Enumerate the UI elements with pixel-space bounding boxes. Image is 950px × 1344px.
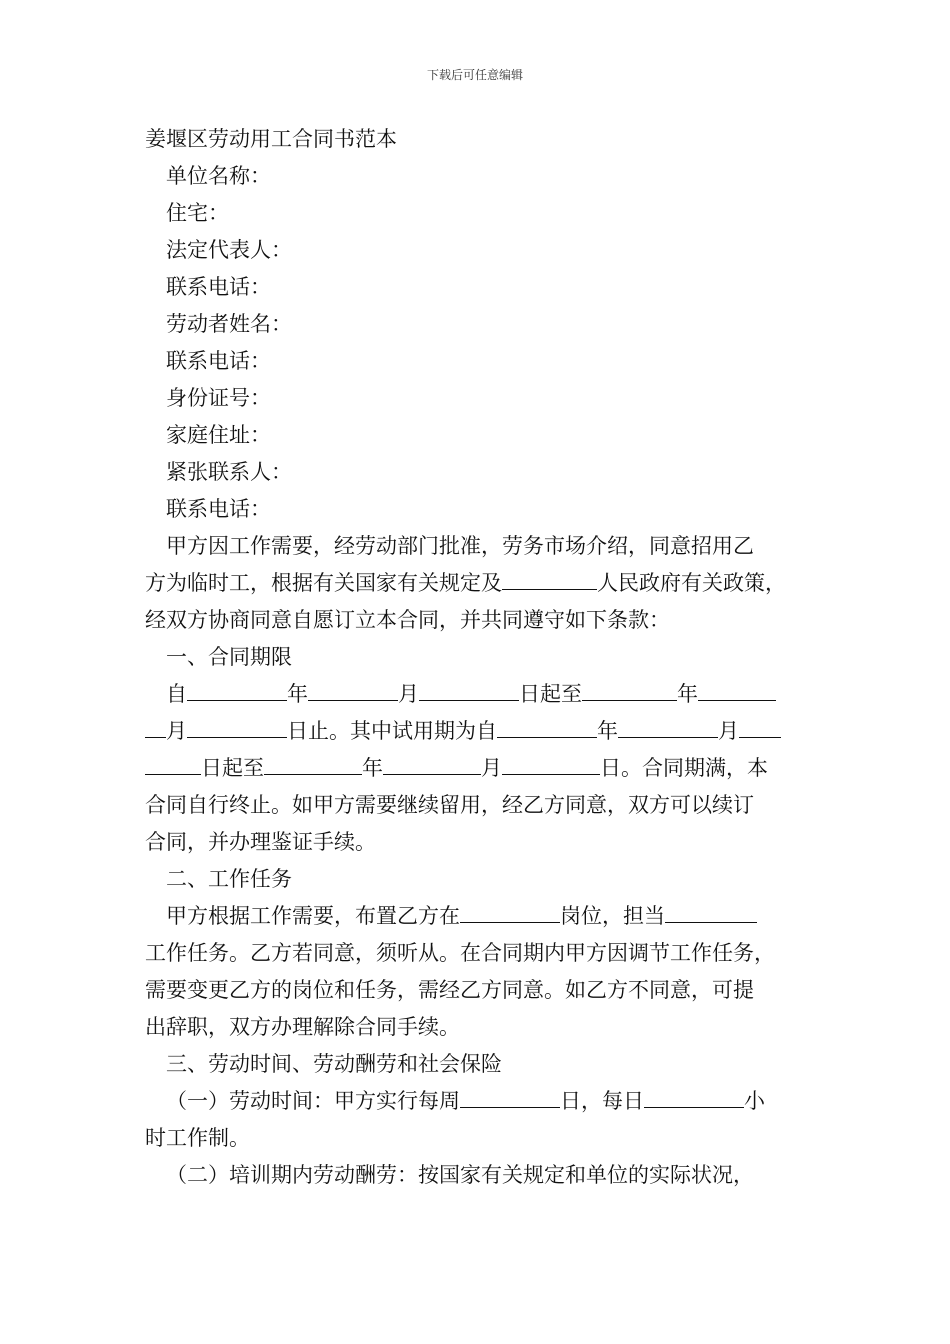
blank-start-month[interactable] (308, 676, 398, 701)
field-legal-representative: 法定代表人： (166, 238, 292, 262)
header-note: 下载后可任意编辑 (426, 68, 523, 82)
field-phone-employer: 联系电话： (166, 275, 271, 299)
document-title: 姜堰区劳动用工合同书范本 (145, 127, 397, 151)
section2-line-2: 工作任务。乙方若同意，须听从。在合同期内甲方因调节工作任务， (145, 941, 775, 965)
field-phone-emergency: 联系电话： (166, 497, 271, 521)
blank-end-year[interactable] (582, 676, 677, 701)
section1-heading: 一、合同期限 (166, 645, 292, 669)
blank-trial-start-day-part1[interactable] (739, 713, 781, 738)
section1-line-1: 自 年 月 日起至 年 (145, 676, 810, 713)
section1-line-5: 合同，并办理鉴证手续。 (145, 830, 376, 854)
blank-start-day[interactable] (419, 676, 519, 701)
section3-para1-line-2: 时工作制。 (145, 1126, 250, 1150)
document-body (145, 121, 810, 1194)
blank-end-month-part2[interactable] (145, 713, 166, 738)
blank-end-month-part1[interactable] (698, 676, 776, 701)
section1-line-3: 日起至 年 月 日。合同期满，本 (145, 750, 810, 787)
blank-trial-end-month[interactable] (383, 750, 481, 775)
section3-para1-line-1: （一）劳动时间：甲方实行每周 日，每日 小 (145, 1083, 810, 1120)
blank-trial-start-month[interactable] (618, 713, 718, 738)
section2-line-1: 甲方根据工作需要，布置乙方在 岗位，担当 (145, 898, 810, 935)
field-residence: 住宅： (166, 201, 229, 225)
section1-line-4: 合同自行终止。如甲方需要继续留用，经乙方同意，双方可以续订 (145, 793, 754, 817)
section3-para2-line-1: （二）培训期内劳动酬劳：按国家有关规定和单位的实际状况， (166, 1163, 754, 1187)
field-phone-worker: 联系电话： (166, 349, 271, 373)
section3-heading: 三、劳动时间、劳动酬劳和社会保险 (166, 1052, 502, 1076)
blank-trial-end-day[interactable] (502, 750, 600, 775)
blank-trial-start-year[interactable] (497, 713, 597, 738)
blank-start-year[interactable] (187, 676, 287, 701)
field-worker-name: 劳动者姓名： (166, 312, 292, 336)
blank-hours-per-day[interactable] (644, 1083, 744, 1108)
intro-line-1: 甲方因工作需要，经劳动部门批准，劳务市场介绍，同意招用乙 (166, 534, 754, 558)
field-home-address: 家庭住址： (166, 423, 271, 447)
blank-days-per-week[interactable] (460, 1083, 560, 1108)
section2-line-4: 出辞职，双方办理解除合同手续。 (145, 1015, 460, 1039)
field-emergency-contact: 紧张联系人： (166, 460, 292, 484)
section2-line-3: 需要变更乙方的岗位和任务，需经乙方同意。如乙方不同意，可提 (145, 978, 754, 1002)
blank-post[interactable] (460, 898, 560, 923)
field-unit-name: 单位名称： (166, 164, 271, 188)
blank-trial-start-day-part2[interactable] (145, 750, 201, 775)
intro-line-2: 方为临时工，根据有关国家有关规定及 人民政府有关政策， (145, 565, 810, 602)
blank-trial-end-year[interactable] (264, 750, 362, 775)
blank-task[interactable] (665, 898, 757, 923)
blank-end-day[interactable] (187, 713, 287, 738)
section1-line-2: 月 日止。其中试用期为自 年 月 (145, 713, 810, 750)
intro-line-3: 经双方协商同意自愿订立本合同，并共同遵守如下条款： (145, 608, 670, 632)
blank-government[interactable] (502, 565, 597, 590)
section2-heading: 二、工作任务 (166, 867, 292, 891)
field-id-number: 身份证号： (166, 386, 271, 410)
